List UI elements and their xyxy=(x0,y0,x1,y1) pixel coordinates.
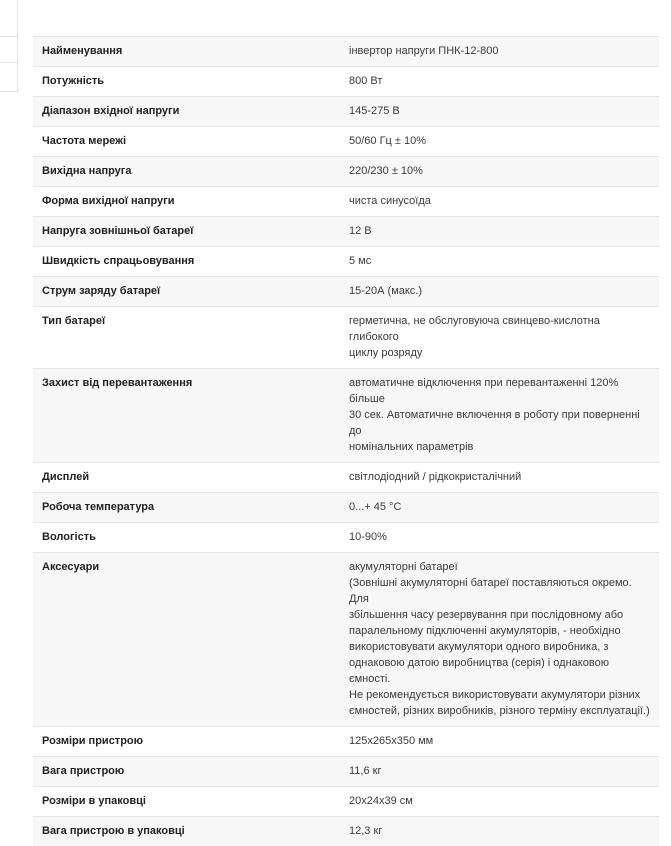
specifications-body xyxy=(33,37,659,846)
spec-value-line: 30 сек. Автоматичне включення в роботу при поверненні до xyxy=(349,407,651,439)
spec-row xyxy=(33,493,659,523)
spec-label: Форма вихідної напруги xyxy=(33,187,337,217)
spec-value-line: 220/230 ± 10% xyxy=(349,163,651,179)
spec-label: Діапазон вхідної напруги xyxy=(33,97,337,127)
spec-label: Вологість xyxy=(33,523,337,553)
spec-value-line: світлодіодний / рідкокристалічний xyxy=(349,469,651,485)
spec-label: Найменування xyxy=(33,37,337,67)
spec-label: Вага пристрою xyxy=(33,757,337,787)
spec-label: Розміри в упаковці xyxy=(33,787,337,817)
spec-row xyxy=(33,277,659,307)
spec-value xyxy=(337,307,659,369)
spec-value xyxy=(337,97,659,127)
spec-label: Напруга зовнішньої батареї xyxy=(33,217,337,247)
spec-value-line: (Зовнішні акумуляторні батареї поставляються окремо. Для xyxy=(349,575,651,607)
spec-value-line: 10-90% xyxy=(349,529,651,545)
rail-divider xyxy=(0,36,18,37)
spec-value-line: 50/60 Гц ± 10% xyxy=(349,133,651,149)
spec-value xyxy=(337,37,659,67)
spec-value-line: використовувати акумулятори одного виробника, з xyxy=(349,639,651,655)
spec-value xyxy=(337,187,659,217)
spec-row xyxy=(33,247,659,277)
spec-value-line: 12,3 кг xyxy=(349,823,651,839)
spec-value-line: 12 В xyxy=(349,223,651,239)
spec-value xyxy=(337,67,659,97)
spec-value-line: 20x24x39 см xyxy=(349,793,651,809)
spec-label: Захист від перевантаження xyxy=(33,369,337,463)
spec-value xyxy=(337,217,659,247)
spec-value-line: 145-275 В xyxy=(349,103,651,119)
spec-value-line: 125x265x350 мм xyxy=(349,733,651,749)
spec-value-line: Не рекомендується використовувати акумулятори різних xyxy=(349,687,651,703)
spec-row xyxy=(33,217,659,247)
spec-value-line: номінальних параметрів xyxy=(349,439,651,455)
spec-row xyxy=(33,463,659,493)
spec-value xyxy=(337,787,659,817)
spec-row xyxy=(33,727,659,757)
spec-row xyxy=(33,127,659,157)
spec-value xyxy=(337,757,659,787)
spec-value-line: акумуляторні батареї xyxy=(349,559,651,575)
spec-value-line: циклу розряду xyxy=(349,345,651,361)
spec-value-line: інвертор напруги ПНК-12-800 xyxy=(349,43,651,59)
rail-divider xyxy=(0,91,18,92)
spec-value-line: збільшення часу резервування при послідовному або xyxy=(349,607,651,623)
spec-value-line: 11,6 кг xyxy=(349,763,651,779)
spec-row xyxy=(33,817,659,846)
spec-row xyxy=(33,187,659,217)
spec-row xyxy=(33,757,659,787)
rail-divider xyxy=(0,62,18,63)
left-rail xyxy=(0,0,18,92)
spec-row xyxy=(33,553,659,727)
spec-value-line: чиста синусоїда xyxy=(349,193,651,209)
spec-value-line: 800 Вт xyxy=(349,73,651,89)
spec-value-line: ємностей, різних виробників, різного терміну експлуатації.) xyxy=(349,703,651,719)
spec-label: Дисплей xyxy=(33,463,337,493)
spec-value-line: 15-20А (макс.) xyxy=(349,283,651,299)
spec-value xyxy=(337,157,659,187)
spec-label: Вихідна напруга xyxy=(33,157,337,187)
spec-value xyxy=(337,277,659,307)
spec-value-line: герметична, не обслуговуюча свинцево-кислотна глибокого xyxy=(349,313,651,345)
spec-value xyxy=(337,493,659,523)
spec-label: Тип батареї xyxy=(33,307,337,369)
spec-row xyxy=(33,369,659,463)
spec-value xyxy=(337,727,659,757)
spec-value xyxy=(337,369,659,463)
spec-value-line: 0...+ 45 °С xyxy=(349,499,651,515)
spec-row xyxy=(33,307,659,369)
spec-value xyxy=(337,247,659,277)
spec-label: Розміри пристрою xyxy=(33,727,337,757)
spec-row xyxy=(33,787,659,817)
spec-row xyxy=(33,523,659,553)
spec-row xyxy=(33,67,659,97)
spec-value xyxy=(337,553,659,727)
spec-label: Аксесуари xyxy=(33,553,337,727)
spec-value-line: паралельному підключенні акумуляторів, - необхідно xyxy=(349,623,651,639)
specifications-table xyxy=(33,36,659,846)
spec-label: Швидкість спрацьовування xyxy=(33,247,337,277)
spec-value xyxy=(337,127,659,157)
spec-value-line: однаковою датою виробництва (серія) і однаковою ємності. xyxy=(349,655,651,687)
spec-value xyxy=(337,463,659,493)
spec-value-line: 5 мс xyxy=(349,253,651,269)
spec-row xyxy=(33,157,659,187)
spec-value xyxy=(337,817,659,846)
spec-row xyxy=(33,37,659,67)
spec-label: Частота мережі xyxy=(33,127,337,157)
spec-label: Вага пристрою в упаковці xyxy=(33,817,337,846)
spec-value xyxy=(337,523,659,553)
spec-value-line: автоматичне відключення при перевантаженні 120% більше xyxy=(349,375,651,407)
spec-label: Робоча температура xyxy=(33,493,337,523)
spec-row xyxy=(33,97,659,127)
spec-label: Потужність xyxy=(33,67,337,97)
spec-label: Струм заряду батареї xyxy=(33,277,337,307)
